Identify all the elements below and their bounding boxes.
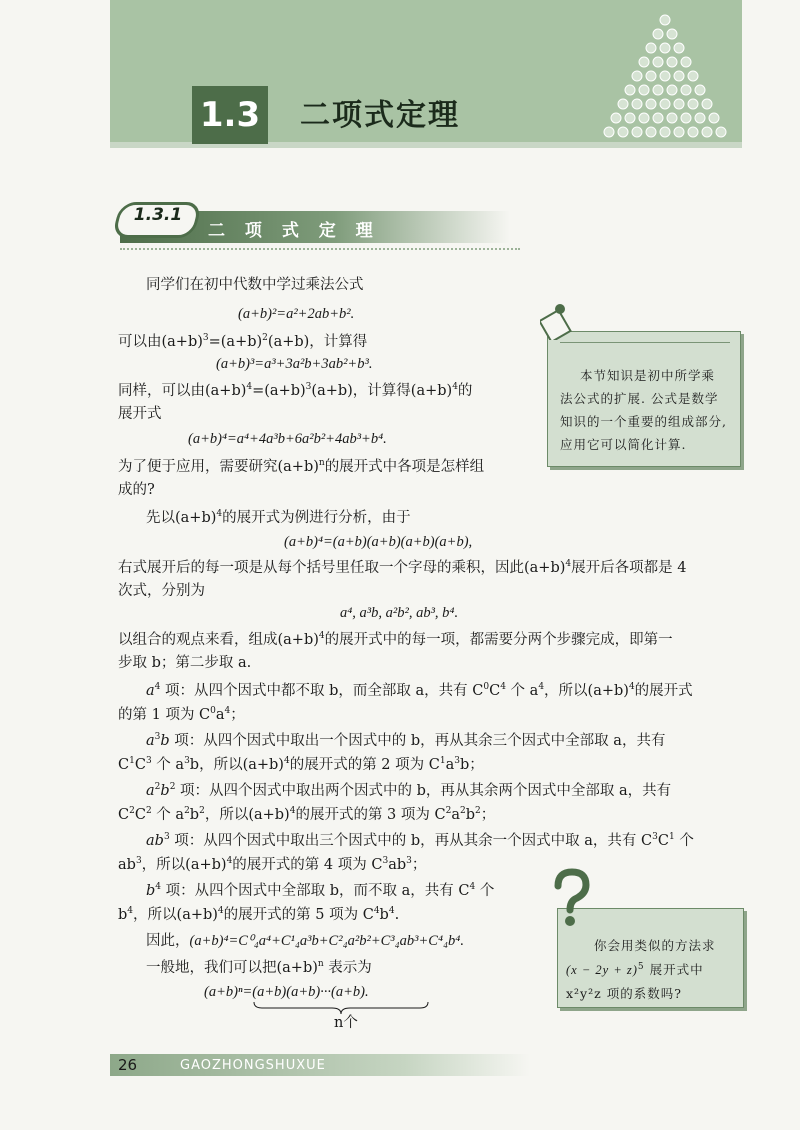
note-divider	[560, 342, 730, 343]
chapter-title: 二项式定理	[300, 98, 460, 133]
body-line: 步取 b；第二步取 a.	[118, 655, 252, 671]
formula-cube: (a+b)³=a³+3a²b+3ab²+b³.	[216, 356, 373, 372]
note-line: 本节知识是初中所学乘	[580, 368, 716, 383]
body-line: $C^1C^3$ 个 $a^3b$，所以$(a+b)^4$的展开式的第 2 项为 $C^1a^3b$；	[118, 756, 484, 773]
formula-binomial-n4: (a+b)⁴=C⁰₄a⁴+C¹₄a³b+C²₄a²b²+C³₄ab³+C⁴₄b⁴.	[189, 933, 464, 949]
body-line: $b^4$ 项：从四个因式中全部取 b，而不取 a，共有 $C^4$ 个	[146, 882, 495, 899]
body-line: 次式，分别为	[118, 583, 205, 599]
note-line: 法公式的扩展. 公式是数学	[560, 391, 719, 406]
formula-fourth-power: (a+b)⁴=a⁴+4a³b+6a²b²+4ab³+b⁴.	[188, 431, 387, 447]
body-line: 同学们在初中代数中学过乘法公式	[146, 277, 364, 293]
body-line: $a^3b$ 项：从四个因式中取出一个因式中的 b，再从其余三个因式中全部取 a，共有	[146, 732, 666, 749]
note-line: 知识的一个重要的组成部分,	[560, 414, 727, 429]
underbrace-icon	[252, 1000, 430, 1016]
note-line: 你会用类似的方法求	[594, 938, 716, 953]
body-line: 的第 1 项为 $C^0a^4$；	[118, 706, 245, 723]
body-line: 为了便于应用，需要研究$(a+b)^n$的展开式中各项是怎样组	[118, 458, 485, 475]
clipboard-icon	[540, 300, 580, 340]
body-line: $a^2b^2$ 项：从四个因式中取出两个因式中的 b，再从其余两个因式中全部取 a，共有	[146, 782, 672, 799]
body-line: $C^2C^2$ 个 $a^2b^2$，所以$(a+b)^4$的展开式的第 3 项为 $C^2a^2b^2$；	[118, 806, 496, 823]
body-line: 右式展开后的每一项是从每个括号里任取一个字母的乘积，因此$(a+b)^4$展开后各项都是 4	[118, 559, 687, 576]
section-dotted-divider	[120, 248, 520, 250]
formula-square: (a+b)²=a²+2ab+b².	[238, 306, 355, 322]
body-line: $ab^3$，所以$(a+b)^4$的展开式的第 4 项为 $C^3ab^3$；	[118, 856, 427, 873]
question-mark-icon	[548, 868, 593, 928]
body-line: 可以由$(a+b)^3=(a+b)^2(a+b)$，计算得	[118, 333, 368, 350]
chapter-number: 1.3	[192, 86, 268, 144]
body-line: 展开式	[118, 406, 162, 422]
underbrace-label: n个	[334, 1015, 358, 1031]
body-line: 同样，可以由$(a+b)^4=(a+b)^3(a+b)$，计算得$(a+b)^4$的	[118, 382, 473, 399]
body-line: $b^4$，所以$(a+b)^4$的展开式的第 5 项为 $C^4b^4$.	[118, 906, 400, 923]
section-number: 1.3.1	[133, 205, 183, 225]
formula-general: (a+b)ⁿ=(a+b)(a+b)···(a+b).	[204, 984, 369, 1000]
formula-product: (a+b)⁴=(a+b)(a+b)(a+b)(a+b),	[284, 534, 473, 550]
body-line: 先以$(a+b)^4$的展开式为例进行分析，由于	[146, 509, 411, 526]
page-number: 26	[118, 1056, 138, 1074]
note-line: $(x - 2y + z)^5$ 展开式中	[566, 961, 704, 977]
formula-terms: a⁴, a³b, a²b², ab³, b⁴.	[340, 605, 459, 621]
underbraced-product: (a+b)(a+b)···(a+b)	[252, 984, 365, 1000]
note-line: x²y²z 项的系数吗?	[566, 986, 682, 1001]
body-line: 因此，(a+b)⁴=C⁰₄a⁴+C¹₄a³b+C²₄a²b²+C³₄ab³+C⁴₄b⁴.	[146, 933, 464, 949]
note-line: 应用它可以简化计算.	[560, 437, 687, 452]
body-line: $a^4$ 项：从四个因式中都不取 b，而全部取 a，共有 $C^0C^4$ 个 $a^4$，所以$(a+b)^4$的展开式	[146, 682, 693, 699]
body-line: 一般地，我们可以把$(a+b)^n$ 表示为	[146, 959, 372, 976]
pascal-triangle-decoration-icon	[590, 8, 740, 138]
body-line: 成的?	[118, 482, 155, 498]
body-line: $ab^3$ 项：从四个因式中取出三个因式中的 b，再从其余一个因式中取 a，共有 $C^3C^1$ 个	[146, 832, 694, 849]
body-line: 以组合的观点来看，组成$(a+b)^4$的展开式中的每一项，都需要分两个步骤完成，即第一	[118, 631, 673, 648]
series-title: GAOZHONGSHUXUE	[180, 1058, 326, 1073]
section-title: 二 项 式 定 理	[208, 221, 380, 241]
